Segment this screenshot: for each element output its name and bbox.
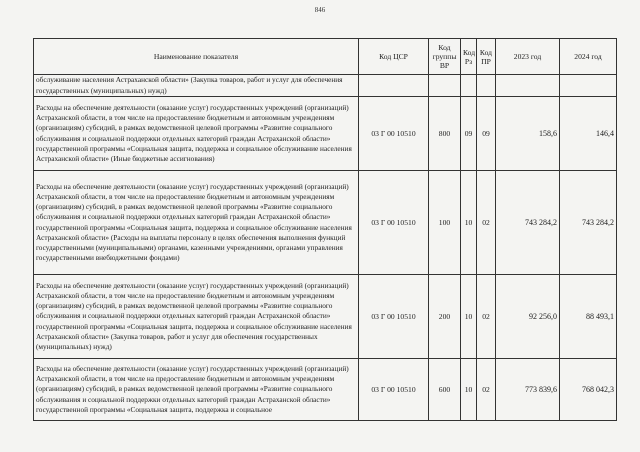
row-rz: 10 — [461, 359, 477, 421]
row-rz — [461, 75, 477, 97]
table-row — [34, 97, 617, 171]
table-row — [34, 171, 617, 275]
table-row — [34, 359, 617, 421]
row-description: Расходы на обеспечение деятельности (оказание услуг) государственных учреждений (организаций) Астраханской области, в том числе на предоставление бюджетным и автономным учреждениям (организациям) субсидий, в рамках ведомственной целевой программы «Развитие социального обслуживания и социальной поддержки отдельных категорий граждан Астраханской области» государственной программы «Социальная защита, поддержка и социальное обслуживание населения Астраханской области» (Закупка товаров, работ и услуг для обеспечения государственных (муниципальных) нужд) — [34, 275, 359, 359]
row-group: 100 — [429, 171, 461, 275]
row-2023 — [496, 75, 560, 97]
header-group: Код группы ВР — [429, 39, 461, 75]
row-pr: 02 — [477, 275, 496, 359]
row-2023: 773 839,6 — [496, 359, 560, 421]
row-rz: 09 — [461, 97, 477, 171]
row-2023: 92 256,0 — [496, 275, 560, 359]
row-csr: 03 Г 00 10510 — [359, 359, 429, 421]
row-group: 600 — [429, 359, 461, 421]
row-2024: 768 042,3 — [560, 359, 617, 421]
row-rz: 10 — [461, 275, 477, 359]
row-group — [429, 75, 461, 97]
header-rz: Код Рз — [461, 39, 477, 75]
row-pr: 02 — [477, 359, 496, 421]
row-group: 800 — [429, 97, 461, 171]
row-csr — [359, 75, 429, 97]
row-pr — [477, 75, 496, 97]
row-pr: 09 — [477, 97, 496, 171]
row-description: Расходы на обеспечение деятельности (оказание услуг) государственных учреждений (организаций) Астраханской области, в том числе на предоставление бюджетным и автономным учреждениям (организациям) субсидий, в рамках ведомственной целевой программы «Развитие социального обслуживания и социальной поддержки отдельных категорий граждан Астраханской области» государственной программы «Социальная защита, поддержка и социальное обслуживание населения Астраханской области» (Расходы на выплаты персоналу в целях обеспечения выполнения функций государственными (муниципальными) органами, казенными учреждениями, органами управления государственными внебюджетными фондами) — [34, 171, 359, 275]
row-csr: 03 Г 00 10510 — [359, 275, 429, 359]
row-2023: 158,6 — [496, 97, 560, 171]
table-row — [34, 75, 617, 97]
row-csr: 03 Г 00 10510 — [359, 97, 429, 171]
page-number: 846 — [314, 6, 326, 14]
header-2024: 2024 год — [560, 39, 617, 75]
row-description: Расходы на обеспечение деятельности (оказание услуг) государственных учреждений (организаций) Астраханской области, в том числе на предоставление бюджетным и автономным учреждениям (организациям) субсидий, в рамках ведомственной целевой программы «Развитие социального обслуживания и социальной поддержки отдельных категорий граждан Астраханской области» государственной программы «Социальная защита, поддержка и социальное — [34, 359, 359, 421]
row-2024: 146,4 — [560, 97, 617, 171]
header-pr: Код ПР — [477, 39, 496, 75]
header-name: Наименование показателя — [34, 39, 359, 75]
row-csr: 03 Г 00 10510 — [359, 171, 429, 275]
row-2023: 743 284,2 — [496, 171, 560, 275]
row-group: 200 — [429, 275, 461, 359]
row-2024 — [560, 75, 617, 97]
table-header-row — [34, 39, 617, 75]
table-row — [34, 275, 617, 359]
budget-table — [33, 38, 617, 421]
header-csr: Код ЦСР — [359, 39, 429, 75]
row-description: обслуживание населения Астраханской области» (Закупка товаров, работ и услуг для обеспечения государственных (муниципальных) нужд) — [34, 75, 359, 97]
row-2024: 88 493,1 — [560, 275, 617, 359]
row-2024: 743 284,2 — [560, 171, 617, 275]
row-rz: 10 — [461, 171, 477, 275]
row-pr: 02 — [477, 171, 496, 275]
row-description: Расходы на обеспечение деятельности (оказание услуг) государственных учреждений (организаций) Астраханской области, в том числе на предоставление бюджетным и автономным учреждениям (организациям) субсидий, в рамках ведомственной целевой программы «Развитие социального обслуживания и социальной поддержки отдельных категорий граждан Астраханской области» государственной программы «Социальная защита, поддержка и социальное обслуживание населения Астраханской области» (Иные бюджетные ассигнования) — [34, 97, 359, 171]
header-2023: 2023 год — [496, 39, 560, 75]
